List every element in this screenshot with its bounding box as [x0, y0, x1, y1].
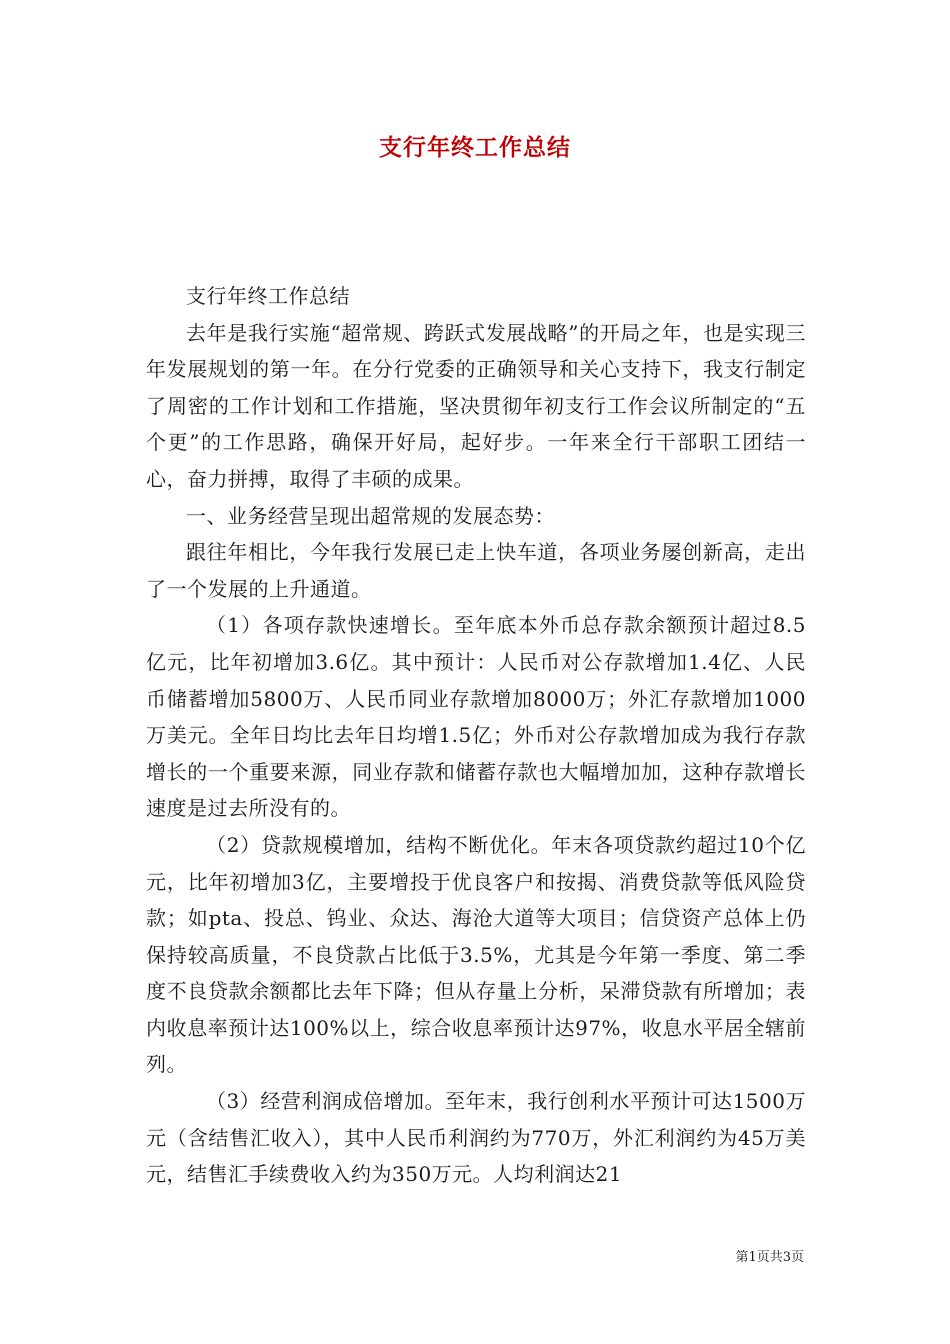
paragraph-loans: （2）贷款规模增加，结构不断优化。年末各项贷款约超过10个亿元，比年初增加3亿，主要增投于优良客户和按揭、消费贷款等低风险贷款；如pta、投总、钨业、众达、海沧大道等大项目；信贷资产总体上仍保持较高质量，不良贷款占比低于3.5%，尤其是今年第一季度、第二季度不良贷款余额都比去年下降；但从存量上分析，呆滞贷款有所增加；表内收息率预计达100%以上，综合收息率预计达97%，收息水平居全辖前列。 [146, 832, 806, 1077]
paragraph-section-1: 一、业务经营呈现出超常规的发展态势： [186, 503, 555, 528]
paragraph-overview: 跟往年相比，今年我行发展已走上快车道，各项业务屡创新高，走出了一个发展的上升通道。 [146, 540, 806, 601]
document-title: 支行年终工作总结 [379, 134, 571, 161]
paragraph-deposits: （1）各项存款快速增长。至年底本外币总存款余额预计超过8.5亿元，比年初增加3.6亿。其中预计：人民币对公存款增加1.4亿、人民币储蓄增加5800万、人民币同业存款增加8000万；外汇存款增加1000万美元。全年日均比去年日均增1.5亿；外币对公存款增加成为我行存款增长的一个重要来源，同业存款和储蓄存款也大幅增加加，这种存款增长速度是过去所没有的。 [146, 613, 806, 821]
paragraph-heading: 支行年终工作总结 [186, 284, 350, 308]
document-body [146, 278, 806, 1193]
paragraph-profit: （3）经营利润成倍增加。至年末，我行创利水平预计可达1500万元（含结售汇收入），其中人民币利润约为770万，外汇利润约为45万美元，结售汇手续费收入约为350万元。人均利润达21 [146, 1089, 806, 1187]
page-number: 第1页共3页 [735, 1250, 804, 1265]
paragraph-intro: 去年是我行实施“超常规、跨跃式发展战略”的开局之年，也是实现三年发展规划的第一年。在分行党委的正确领导和关心支持下，我支行制定了周密的工作计划和工作措施，坚决贯彻年初支行工作会议所制定的“五个更”的工作思路，确保开好局，起好步。一年来全行干部职工团结一心，奋力拼搏，取得了丰硕的成果。 [146, 320, 806, 491]
